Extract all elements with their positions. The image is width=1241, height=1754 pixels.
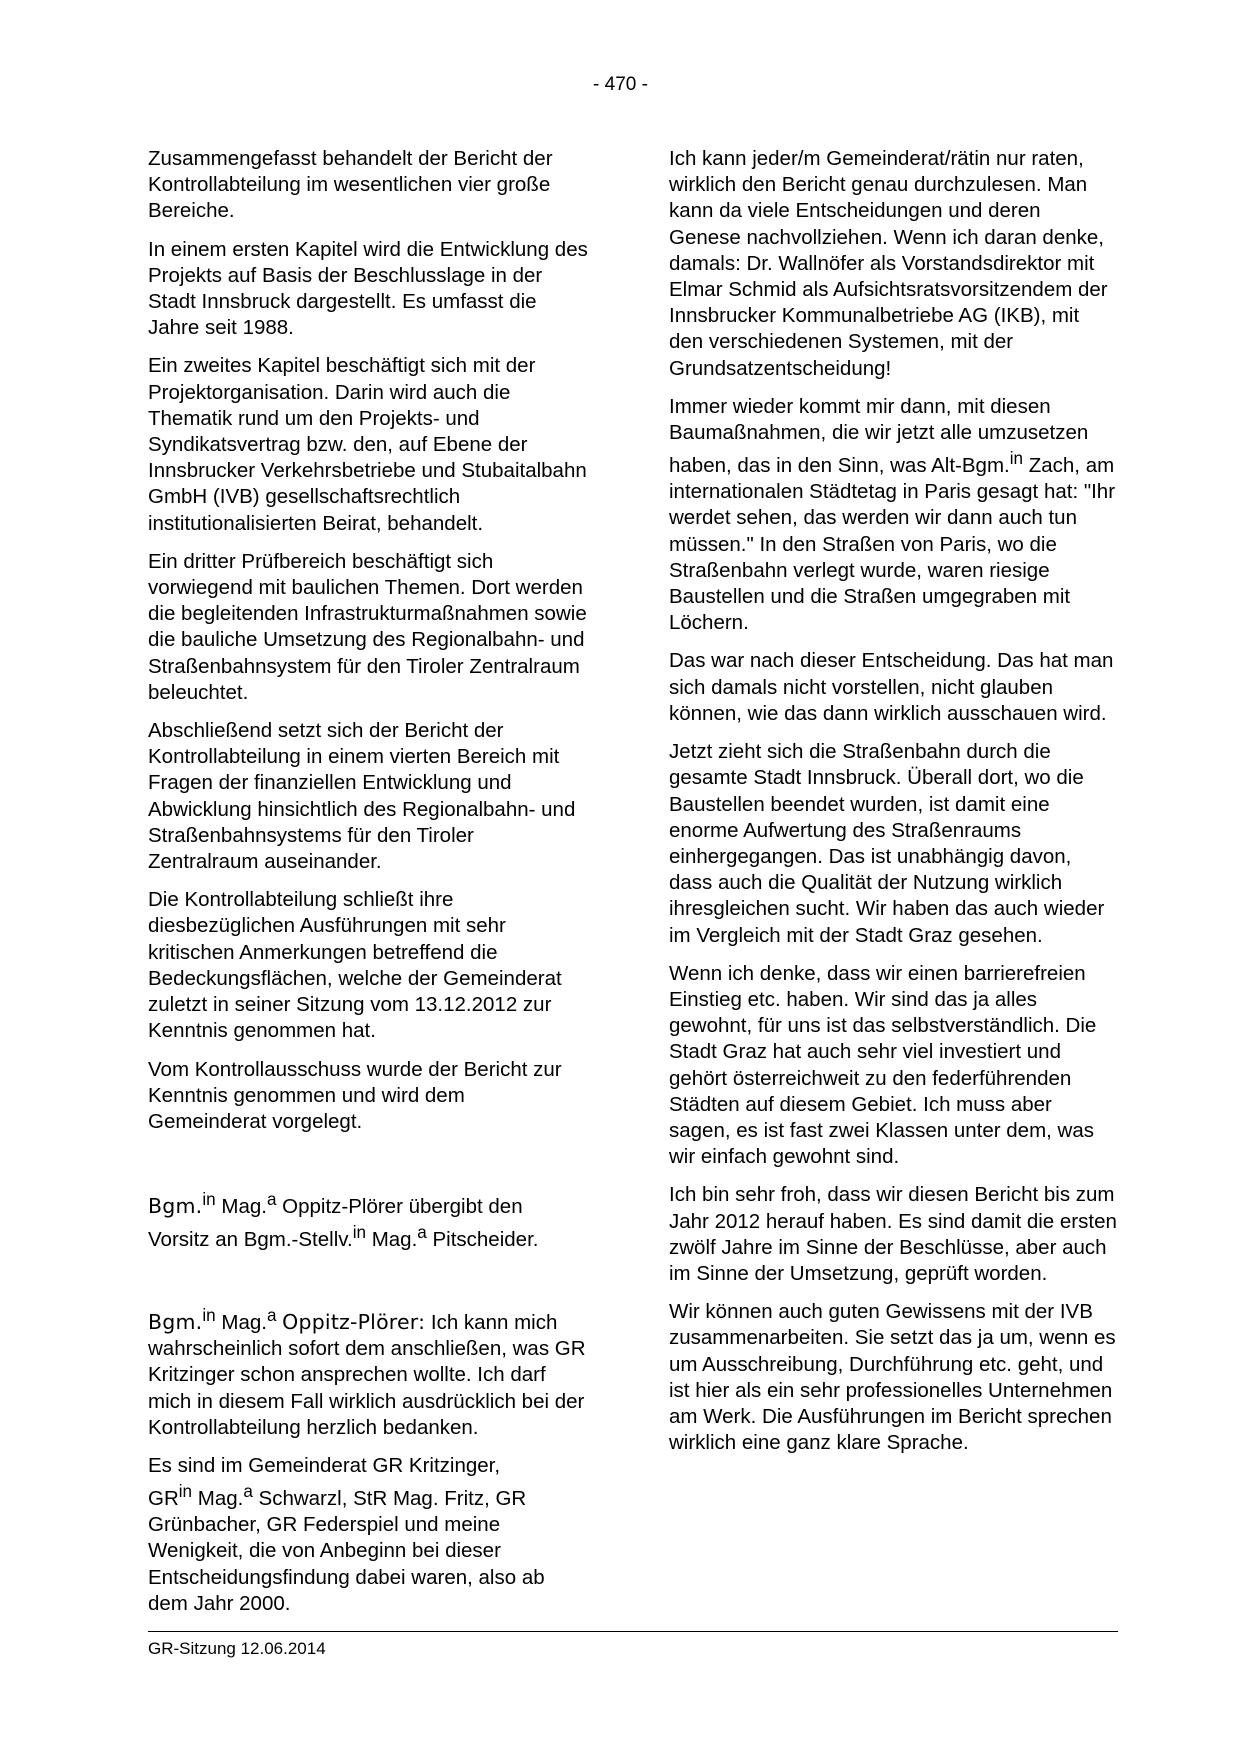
speech-text: Ich kann mich wahrscheinlich sofort dem anschließen, was GR Kritzinger schon ansprechen wollte. Ich darf mich in diesem Fall wirklich ausdrücklich bei der Kontrollabteilung herzlich bedanken.: [148, 1311, 586, 1439]
footer-divider: [148, 1631, 1118, 1632]
handover-text: Oppitz-Plörer übergibt den Vorsitz an Bgm.-Stellv.: [148, 1194, 523, 1251]
speaker-name: Oppitz-Plörer:: [282, 1310, 426, 1334]
paragraph: [148, 1453, 588, 1617]
chair-handover-note: [148, 1187, 588, 1253]
speaker-title: Bgm.: [148, 1310, 203, 1334]
superscript: a: [266, 1306, 277, 1326]
superscript: in: [202, 1306, 216, 1326]
paragraph: Das war nach dieser Entscheidung. Das hat man sich damals nicht vorstellen, nicht glauben können, wie das dann wirklich ausschauen wird.: [669, 649, 1114, 725]
paragraph: Ich bin sehr froh, dass wir diesen Bericht bis zum Jahr 2012 herauf haben. Es sind damit die ersten zwölf Jahre im Sinne der Beschlüsse, aber auch im Sinne der Umsetzung, geprüft worden.: [669, 1183, 1117, 1285]
paragraph: Jetzt zieht sich die Straßenbahn durch die gesamte Stadt Innsbruck. Überall dort, wo die Baustellen beendet wurden, ist damit eine enorme Aufwertung des Straßenraums einhergegangen. Das ist unabhängig davon, dass auch die Qualität der Nutzung wirklich ihresgleichen sucht. Wir haben das auch wieder im Vergleich mit der Stadt Graz gesehen.: [669, 740, 1105, 947]
superscript: in: [352, 1223, 366, 1243]
paragraph: Vom Kontrollausschuss wurde der Bericht zur Kenntnis genommen und wird dem Gemeinderat vorgelegt.: [148, 1057, 562, 1133]
paragraph-text: Es sind im Gemeinderat GR Kritzinger,: [148, 1454, 501, 1478]
paragraph-text: Schwarzl, StR Mag. Fritz, GR Grünbacher, GR Federspiel und meine Wenigkeit, die von Anbeginn bei dieser Entscheidungsfindung dabei waren, also ab dem Jahr 2000.: [148, 1487, 545, 1615]
left-column: [148, 146, 588, 1629]
paragraph: Zusammengefasst behandelt der Bericht der Kontrollabteilung im wesentlichen vier große Bereiche.: [148, 147, 553, 223]
paragraph: Ein dritter Prüfbereich beschäftigt sich vorwiegend mit baulichen Themen. Dort werden die begleitenden Infrastrukturmaßnahmen sowie die bauliche Umsetzung des Regionalbahn- und Straßenbahnsystem für den Tiroler Zentralraum beleuchtet.: [148, 549, 587, 704]
superscript: a: [243, 1482, 253, 1502]
title-abbrev: GR: [148, 1487, 179, 1511]
paragraph: Wenn ich denke, dass wir einen barrierefreien Einstieg etc. haben. Wir sind das ja alles gewohnt, für uns ist das selbstverständlich. Die Stadt Graz hat auch sehr viel investiert und gehört österreichweit zu den federführenden Städten auf diesem Gebiet. Ich muss aber sagen, es ist fast zwei Klassen unter dem, was wir einfach gewohnt sind.: [669, 961, 1097, 1169]
paragraph-text: Immer wieder kommt mir dann, mit diesen Baumaßnahmen, die wir jetzt alle umzusetzen haben, das in den Sinn, was Alt-Bgm.: [669, 394, 1089, 478]
title-abbrev: Mag.: [221, 1194, 267, 1218]
paragraph: In einem ersten Kapitel wird die Entwicklung des Projekts auf Basis der Beschlusslage in der Stadt Innsbruck dargestellt. Es umfasst die Jahre seit 1988.: [148, 237, 588, 340]
superscript: a: [266, 1190, 277, 1210]
spacer: [148, 1147, 588, 1187]
superscript: in: [178, 1482, 193, 1502]
superscript: in: [1009, 449, 1024, 469]
superscript: a: [417, 1223, 427, 1243]
page-number: - 470 -: [593, 74, 648, 95]
handover-text: Pitscheider.: [432, 1227, 539, 1251]
footer-session-date: GR-Sitzung 12.06.2014: [148, 1639, 326, 1658]
paragraph: Abschließend setzt sich der Bericht der Kontrollabteilung in einem vierten Bereich mit Fragen der finanziellen Entwicklung und Abwicklung hinsichtlich des Regionalbahn- und Straßenbahnsystems für den Tiroler Zentralraum auseinander.: [148, 719, 576, 874]
spacer: [148, 1265, 588, 1303]
title-abbrev: Bgm.: [148, 1193, 203, 1218]
paragraph: Die Kontrollabteilung schließt ihre diesbezüglichen Ausführungen mit sehr kritischen Anmerkungen betreffend die Bedeckungsflächen, welche der Gemeinderat zuletzt in seiner Sitzung vom 13.12.2012 zur Kenntnis genommen hat.: [148, 888, 562, 1043]
title-abbrev: Mag.: [371, 1227, 418, 1251]
paragraph: Wir können auch guten Gewissens mit der IVB zusammenarbeiten. Sie setzt das ja um, wenn es um Ausschreibung, Durchführung etc. geht, und ist hier als ein sehr professionelles Unternehmen am Werk. Die Ausführungen im Bericht sprechen wirklich eine ganz klare Sprache.: [669, 1300, 1116, 1455]
right-column: [669, 146, 1117, 1468]
paragraph-text: Zach, am internationalen Städtetag in Paris gesagt hat: "Ihr werdet sehen, das werden wir dann auch tun müssen." In den Straßen von Paris, wo die Straßenbahn verlegt wurde, waren riesige Baustellen und die Straßen umgegraben mit Löchern.: [669, 454, 1116, 635]
paragraph: [669, 394, 1117, 637]
paragraph: Ich kann jeder/m Gemeinderat/rätin nur raten, wirklich den Bericht genau durchzulesen. Man kann da viele Entscheidungen und deren Genese nachvollziehen. Wenn ich daran denke, damals: Dr. Wallnöfer als Vorstandsdirektor mit Elmar Schmid als Aufsichtsratsvorsitzendem der Innsbrucker Kommunalbetriebe AG (IKB), mit den verschiedenen Systemen, mit der Grundsatzentscheidung!: [669, 147, 1108, 380]
speaker-title: Mag.: [221, 1311, 267, 1334]
title-abbrev: Mag.: [197, 1487, 244, 1511]
speech-paragraph: [148, 1303, 588, 1441]
paragraph: Ein zweites Kapitel beschäftigt sich mit der Projektorganisation. Darin wird auch die Thematik rund um den Projekts- und Syndikatsvertrag bzw. den, auf Ebene der Innsbrucker Verkehrsbetriebe und Stubaitalbahn GmbH (IVB) gesellschaftsrechtlich institutionalisierten Beirat, behandelt.: [148, 354, 587, 535]
superscript: in: [202, 1190, 216, 1210]
